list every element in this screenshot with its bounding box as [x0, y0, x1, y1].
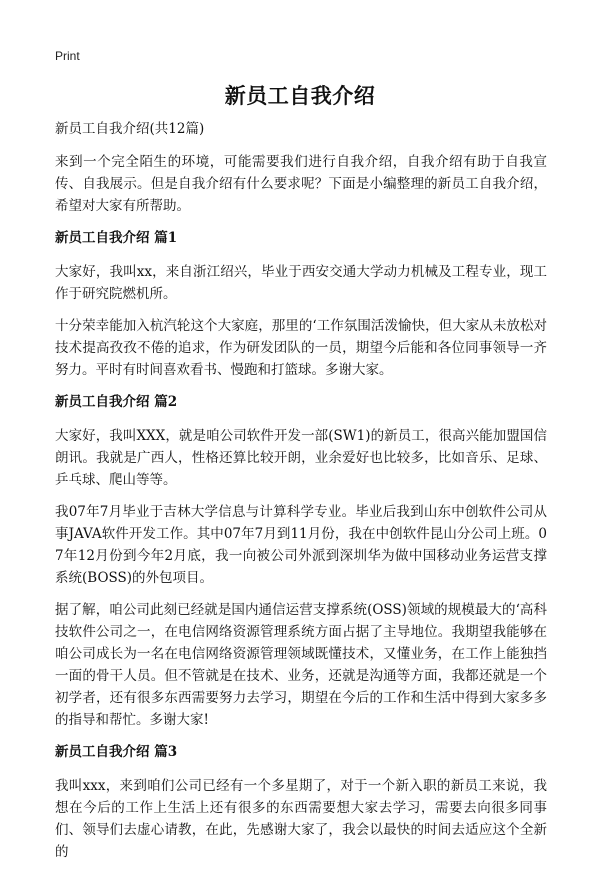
- section-paragraph: 我07年7月毕业于吉林大学信息与计算科学专业。毕业后我到山东中创软件公司从事JAVA软件开发工作。其中07年7月到11月份，我在中创软件昆山分公司上班。07年12月份到今年2月底，我一向被公司外派到深圳华为做中国移动业务运营支撑系统(BOSS)的外包项目。: [55, 504, 547, 586]
- section-paragraph: 大家好，我叫xx，来自浙江绍兴，毕业于西安交通大学动力机械及工程专业，现工作于研究院燃机所。: [55, 264, 547, 302]
- intro-paragraph: 来到一个完全陌生的环境，可能需要我们进行自我介绍，自我介绍有助于自我宣传、自我展示。但是自我介绍有什么要求呢？下面是小编整理的新员工自我介绍，希望对大家有所帮助。: [55, 154, 547, 214]
- print-link[interactable]: Print: [55, 49, 80, 63]
- section-heading: 新员工自我介绍 篇1: [55, 230, 178, 246]
- document-body: [55, 118, 547, 873]
- document-subtitle: 新员工自我介绍(共12篇): [55, 121, 205, 137]
- section-paragraph: 我叫xxx，来到咱们公司已经有一个多星期了，对于一个新入职的新员工来说，我想在今后的工作上生活上还有很多的东西需要想大家去学习，需要去向很多同事们、领导们去虚心请教，在此，先感谢大家了，我会以最快的时间去适应这个全新的: [55, 778, 547, 860]
- page-title: 新员工自我介绍: [224, 83, 376, 108]
- section-heading: 新员工自我介绍 篇2: [55, 394, 178, 410]
- section-paragraph: 大家好，我叫XXX，就是咱公司软件开发一部(SW1)的新员工，很高兴能加盟国信朗讯。我就是广西人，性格还算比较开朗，业余爱好也比较多，比如音乐、足球、乒乓球、爬山等等。: [55, 428, 547, 488]
- section-paragraph: 十分荣幸能加入杭汽轮这个大家庭，那里的‘工作氛围活泼愉快，但大家从未放松对技术提高孜孜不倦的追求，作为研发团队的一员，期望今后能和各位同事领导一齐努力。平时有时间喜欢看书、慢跑和打篮球。多谢大家。: [55, 318, 547, 378]
- section-paragraph: 据了解，咱公司此刻已经就是国内通信运营支撑系统(OSS)领域的规模最大的‘高科技软件公司之一，在电信网络资源管理系统方面占据了主导地位。我期望我能够在咱公司成长为一名在电信网络资源管理领域既懂技术，又懂业务，在工作上能独挡一面的骨干人员。但不管就是在技术、业务，还就是沟通等方面，我都还就是一个初学者，还有很多东西需要努力去学习，期望在今后的工作和生活中得到大家多多的指导和帮忙。多谢大家!: [55, 602, 547, 728]
- section-heading: 新员工自我介绍 篇3: [55, 744, 178, 760]
